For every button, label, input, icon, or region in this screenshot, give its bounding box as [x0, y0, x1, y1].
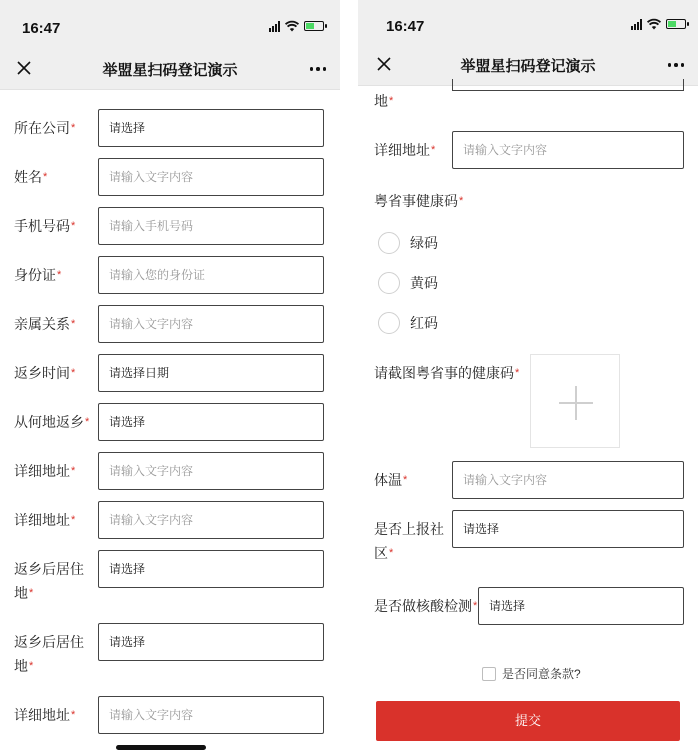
origin-select[interactable]: 请选择 [98, 403, 324, 441]
field-label: 返乡后居住地* [14, 634, 84, 674]
field-relation [0, 304, 340, 344]
field-residence-2 [0, 622, 340, 674]
address-input[interactable]: 请输入文字内容 [98, 696, 324, 734]
plus-icon [558, 385, 594, 421]
radio-button[interactable] [378, 272, 400, 294]
radio-label: 绿码 [410, 235, 438, 251]
address-input[interactable]: 请输入文字内容 [98, 452, 324, 490]
radio-yellow[interactable] [378, 269, 438, 297]
field-address-2 [0, 500, 340, 540]
field-label: 详细地址* [14, 512, 76, 528]
form [358, 87, 698, 750]
field-address [358, 130, 698, 170]
page-title: 举盟星扫码登记演示 [460, 58, 596, 75]
address-input[interactable]: 请输入文字内容 [98, 501, 324, 539]
field-label: 是否上报社区* [374, 521, 444, 561]
signal-icon [631, 19, 642, 30]
field-address-3 [0, 695, 340, 735]
field-label: 手机号码* [14, 218, 76, 234]
status-icons [631, 18, 686, 30]
agree-terms[interactable] [482, 665, 581, 682]
more-icon[interactable] [310, 67, 327, 71]
field-nucleic [358, 586, 698, 626]
field-id-card [0, 255, 340, 295]
status-time: 16:47 [386, 18, 425, 35]
status-time: 16:47 [22, 20, 61, 37]
radio-button[interactable] [378, 232, 400, 254]
field-label: 亲属关系* [14, 316, 76, 332]
field-phone [0, 206, 340, 246]
radio-label: 黄码 [410, 275, 438, 291]
phone-input[interactable]: 请输入手机号码 [98, 207, 324, 245]
partial-input-box[interactable] [452, 79, 684, 91]
nav-bar [0, 48, 340, 90]
radio-label: 红码 [410, 315, 438, 331]
screenshot-label: 请截图粤省事的健康码* [374, 365, 520, 381]
status-bar [0, 0, 340, 48]
field-residence-1 [0, 549, 340, 601]
battery-icon [304, 21, 324, 31]
field-label: 返乡后居住地* [14, 561, 84, 601]
form [0, 91, 340, 750]
field-reported [358, 509, 698, 561]
signal-icon [269, 21, 280, 32]
id-card-input[interactable]: 请输入您的身份证 [98, 256, 324, 294]
field-origin [0, 402, 340, 442]
field-address-1 [0, 451, 340, 491]
field-name [0, 157, 340, 197]
left-phone-screen [0, 0, 340, 750]
return-date-picker[interactable]: 请选择日期 [98, 354, 324, 392]
wifi-icon [647, 18, 661, 30]
temperature-input[interactable]: 请输入文字内容 [452, 461, 684, 499]
radio-green[interactable] [378, 229, 438, 257]
reported-select[interactable]: 请选择 [452, 510, 684, 548]
home-indicator [116, 745, 206, 750]
field-label: 详细地址* [374, 142, 436, 158]
screen-divider [340, 0, 358, 750]
agree-checkbox[interactable] [482, 667, 496, 681]
page-title: 举盟星扫码登记演示 [102, 62, 238, 79]
field-return-date [0, 353, 340, 393]
residence-select[interactable]: 请选择 [98, 550, 324, 588]
status-bar [358, 0, 698, 44]
field-company [0, 108, 340, 148]
wifi-icon [285, 20, 299, 32]
health-code-label: 粤省事健康码* [374, 193, 464, 209]
submit-button[interactable]: 提交 [376, 701, 680, 741]
field-label: 从何地返乡* [14, 414, 90, 430]
more-icon[interactable] [668, 63, 685, 67]
company-select[interactable]: 请选择 [98, 109, 324, 147]
field-label: 所在公司* [14, 120, 76, 136]
nucleic-select[interactable]: 请选择 [478, 587, 684, 625]
partial-field-label: 地* [374, 93, 394, 109]
radio-red[interactable] [378, 309, 438, 337]
image-uploader[interactable] [530, 354, 620, 448]
radio-button[interactable] [378, 312, 400, 334]
field-label: 返乡时间* [14, 365, 76, 381]
field-label: 详细地址* [14, 707, 76, 723]
field-label: 详细地址* [14, 463, 76, 479]
field-label: 身份证* [14, 267, 62, 283]
field-label: 体温* [374, 472, 408, 488]
field-temperature [358, 460, 698, 500]
residence-select[interactable]: 请选择 [98, 623, 324, 661]
battery-icon [666, 19, 686, 29]
address-input[interactable]: 请输入文字内容 [452, 131, 684, 169]
field-label: 姓名* [14, 169, 48, 185]
status-icons [269, 20, 324, 32]
name-input[interactable]: 请输入文字内容 [98, 158, 324, 196]
field-label: 是否做核酸检测* [374, 598, 478, 614]
relation-input[interactable]: 请输入文字内容 [98, 305, 324, 343]
right-phone-screen [358, 0, 698, 750]
agree-text: 是否同意条款? [502, 667, 581, 681]
